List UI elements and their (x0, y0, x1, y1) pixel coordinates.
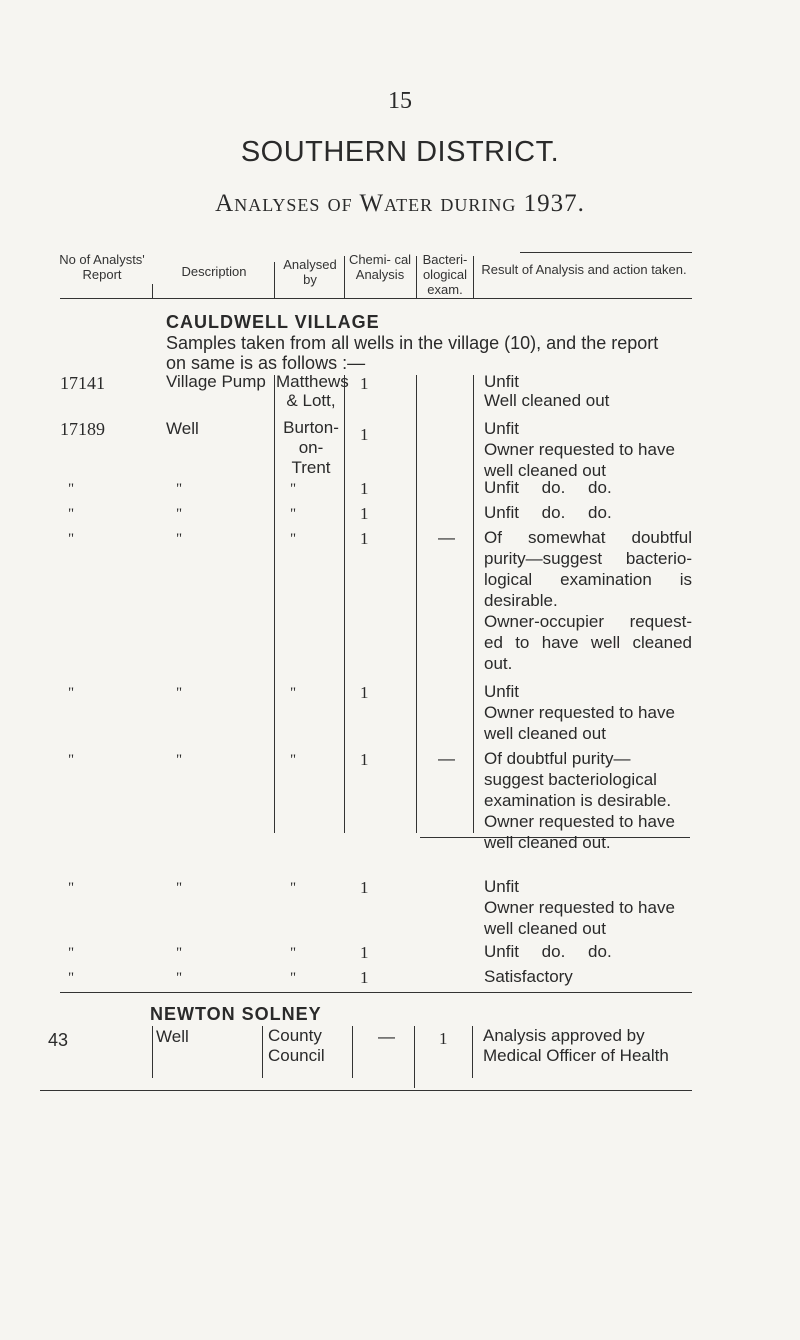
result-cell: Unfit do. do. (484, 503, 612, 522)
result-cell: Of somewhat doubtful purity—suggest bacterio- logical examination is desirable. Owner-occupier request- ed to have well cleaned out. (484, 528, 692, 673)
ditto-mark: " (176, 880, 183, 896)
ditto-mark: " (68, 970, 75, 986)
description-cell: Well (166, 419, 199, 438)
column-rule (262, 1026, 263, 1078)
chemical-cell: 1 (360, 425, 369, 444)
ditto-mark: " (176, 970, 183, 986)
column-rule (472, 1026, 473, 1078)
chemical-cell: — (378, 1027, 395, 1046)
ditto-mark: " (68, 481, 75, 497)
page-subtitle: Analyses of Water during 1937. (215, 190, 585, 217)
chemical-cell: 1 (360, 683, 369, 702)
chemical-cell: 1 (360, 479, 369, 498)
page-number: 15 (388, 88, 412, 114)
header-top-rule (520, 252, 692, 253)
report-number: 17141 (60, 373, 105, 393)
result-cell: Unfit Owner requested to have well cleaned out (484, 877, 675, 938)
description-cell: Village Pump (166, 372, 266, 391)
section-heading-newton-solney: NEWTON SOLNEY (150, 1004, 322, 1024)
column-rule (473, 375, 474, 833)
chemical-cell: 1 (360, 750, 369, 769)
section-heading-cauldwell: CAULDWELL VILLAGE (166, 312, 380, 332)
ditto-mark: " (176, 685, 183, 701)
chemical-cell: 1 (360, 968, 369, 987)
column-header-report: No of Analysts' Report (59, 252, 145, 282)
column-header-analysed-by: Analysed by (283, 257, 337, 287)
ditto-mark: " (290, 506, 297, 522)
header-divider (274, 262, 275, 298)
ditto-mark: " (68, 531, 75, 547)
page-title: SOUTHERN DISTRICT. (240, 136, 560, 168)
ditto-mark: " (290, 880, 297, 896)
bacteriological-cell: — (438, 749, 455, 768)
column-header-bacteriological: Bacteri- ological exam. (422, 252, 468, 297)
header-divider (344, 256, 345, 298)
result-cell: Unfit Owner requested to have well cleaned out (484, 682, 675, 743)
chemical-cell: 1 (360, 943, 369, 962)
ditto-mark: " (176, 945, 183, 961)
chemical-cell: 1 (360, 504, 369, 523)
column-rule (414, 1026, 415, 1088)
header-divider (416, 256, 417, 298)
cauldwell-end-rule (60, 992, 692, 993)
header-bottom-rule (60, 298, 692, 299)
ditto-mark: " (290, 531, 297, 547)
column-rule (274, 375, 275, 833)
bacteriological-cell: 1 (439, 1029, 448, 1048)
column-header-chemical: Chemi- cal Analysis (348, 252, 412, 282)
report-number: 17189 (60, 419, 105, 439)
chemical-cell: 1 (360, 529, 369, 548)
ditto-mark: " (68, 506, 75, 522)
analysed-by-cell: Burton- on- Trent (283, 418, 339, 477)
ditto-mark: " (68, 685, 75, 701)
section-intro-cauldwell: Samples taken from all wells in the village (10), and the report on same is as follows :— (166, 333, 659, 373)
chemical-cell: 1 (360, 374, 369, 393)
ditto-mark: " (290, 481, 297, 497)
ditto-mark: " (176, 506, 183, 522)
ditto-mark: " (68, 752, 75, 768)
header-divider (473, 256, 474, 298)
ditto-mark: " (68, 880, 75, 896)
bacteriological-cell: — (438, 528, 455, 547)
header-divider (152, 284, 153, 298)
column-rule (416, 375, 417, 833)
result-cell: Unfit do. do. (484, 942, 612, 961)
column-header-description: Description (181, 264, 247, 279)
column-rule (152, 1026, 153, 1078)
result-cell: Unfit Well cleaned out (484, 372, 610, 410)
result-cell: Of doubtful purity— suggest bacteriological examination is desirable. Owner requested to have well cleaned out. (484, 749, 675, 852)
chemical-cell: 1 (360, 878, 369, 897)
ditto-mark: " (68, 945, 75, 961)
ditto-mark: " (176, 531, 183, 547)
result-cell: Unfit Owner requested to have well cleaned out (484, 419, 675, 480)
ditto-mark: " (290, 945, 297, 961)
column-header-result: Result of Analysis and action taken. (481, 262, 687, 277)
ditto-mark: " (290, 685, 297, 701)
analysed-by-cell: Matthews & Lott, (276, 372, 349, 410)
column-rule (344, 375, 345, 833)
result-cell: Unfit do. do. (484, 478, 612, 497)
table-bottom-rule (40, 1090, 692, 1091)
description-cell: Well (156, 1027, 189, 1046)
ditto-mark: " (290, 752, 297, 768)
result-cell: Analysis approved by Medical Officer of Health (483, 1026, 669, 1065)
column-rule (352, 1026, 353, 1078)
result-cell: Satisfactory (484, 967, 573, 986)
analysed-by-cell: County Council (268, 1026, 325, 1065)
ditto-mark: " (290, 970, 297, 986)
report-number: 43 (48, 1030, 69, 1050)
ditto-mark: " (176, 481, 183, 497)
ditto-mark: " (176, 752, 183, 768)
